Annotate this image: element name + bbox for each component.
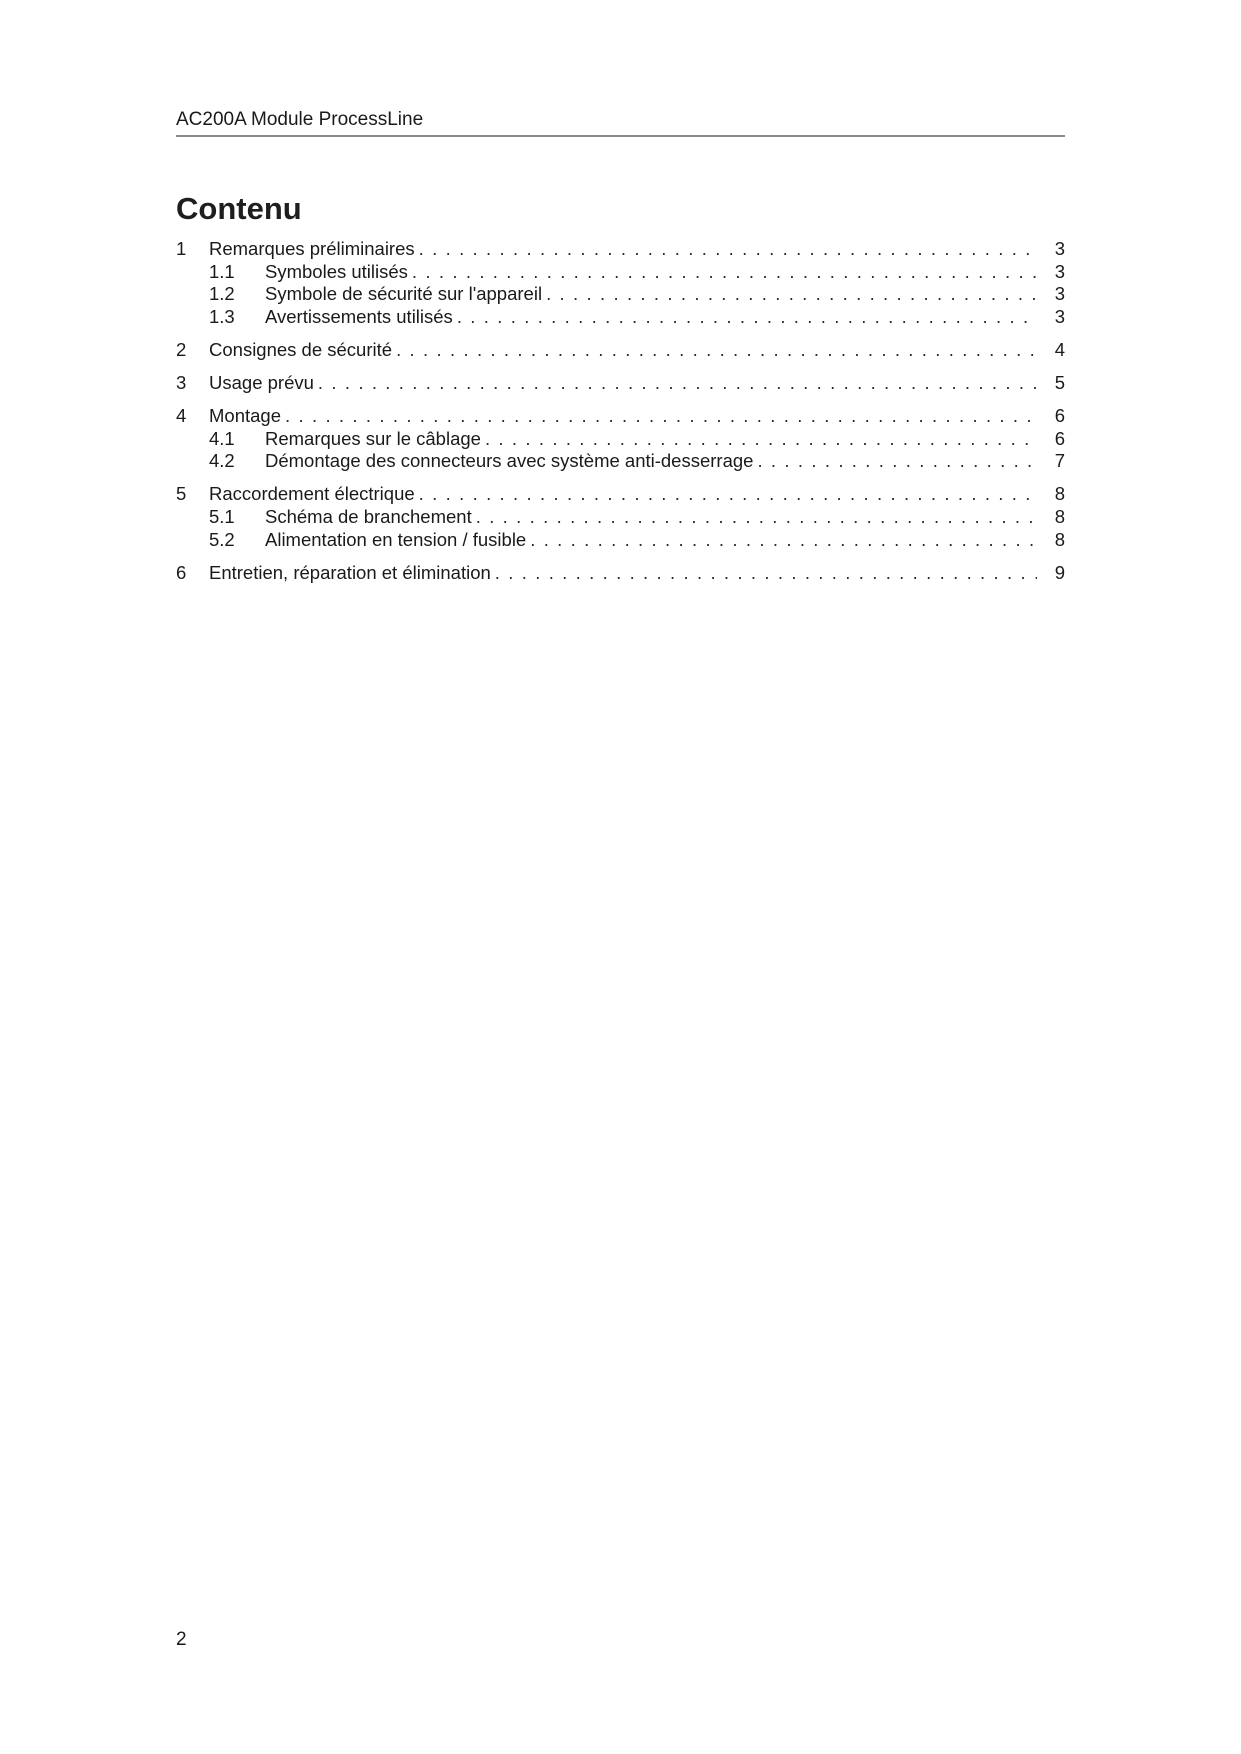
toc-entry[interactable] [176,372,1065,395]
toc-entry-number: 4 [176,405,187,427]
toc-entry-label: Montage [209,405,285,426]
toc-entry[interactable] [176,562,1065,585]
toc-entry[interactable] [176,483,1065,506]
toc-entry-page: 7 [1054,450,1065,472]
toc-entry-number: 6 [176,561,187,583]
toc-subentry[interactable] [176,306,1065,329]
toc-entry-label: Symbole de sécurité sur l'appareil [265,283,546,304]
toc-entry-label: Remarques sur le câblage [265,428,485,449]
toc-entry-page: 6 [1054,427,1065,449]
toc-entry-page: 8 [1054,528,1065,550]
toc-entry-page: 8 [1054,483,1065,505]
toc-entry-number: 5.2 [209,528,235,550]
toc-entry-page: 9 [1054,561,1065,583]
toc-entry-number: 4.1 [209,427,235,449]
toc-entry-page: 5 [1054,371,1065,393]
toc-entry-number: 1.2 [209,283,235,305]
toc-entry-page: 3 [1054,283,1065,305]
toc-entry-page: 8 [1054,505,1065,527]
toc-entry-label: Avertissements utilisés [265,306,457,327]
toc-entry-number: 5.1 [209,505,235,527]
toc-entry-page: 4 [1054,338,1065,360]
toc-entry-number: 2 [176,338,187,360]
toc-entry-number: 3 [176,371,187,393]
page-number: 2 [176,1629,187,1650]
toc-entry-label: Consignes de sécurité [209,339,396,360]
toc-entry[interactable] [176,405,1065,428]
toc-entry[interactable] [176,339,1065,362]
toc-entry-label: Usage prévu [209,372,318,393]
running-header: AC200A Module ProcessLine [176,108,1065,137]
toc-entry-label: Démontage des connecteurs avec système anti-desserrage [265,450,757,471]
toc-entry-number: 1 [176,238,187,259]
toc-entry[interactable] [176,238,1065,261]
toc-entry-page: 3 [1054,305,1065,327]
page-title: Contenu [176,191,302,226]
toc-subentry[interactable] [176,283,1065,306]
toc-entry-label: Alimentation en tension / fusible [265,529,530,550]
toc-entry-label: Symboles utilisés [265,261,412,282]
toc-entry-number: 1.1 [209,260,235,282]
table-of-contents [176,238,1065,584]
toc-entry-page: 3 [1054,238,1065,259]
toc-entry-label: Entretien, réparation et élimination [209,562,495,583]
toc-entry-page: 3 [1054,260,1065,282]
toc-entry-number: 1.3 [209,305,235,327]
toc-subentry[interactable] [176,428,1065,451]
toc-subentry[interactable] [176,506,1065,529]
toc-entry-label: Remarques préliminaires [209,238,419,259]
toc-subentry[interactable] [176,450,1065,473]
toc-subentry[interactable] [176,529,1065,552]
toc-subentry[interactable] [176,261,1065,284]
toc-entry-page: 6 [1054,405,1065,427]
toc-entry-number: 4.2 [209,450,235,472]
toc-entry-label: Raccordement électrique [209,483,419,504]
toc-entry-label: Schéma de branchement [265,506,476,527]
toc-entry-number: 5 [176,483,187,505]
